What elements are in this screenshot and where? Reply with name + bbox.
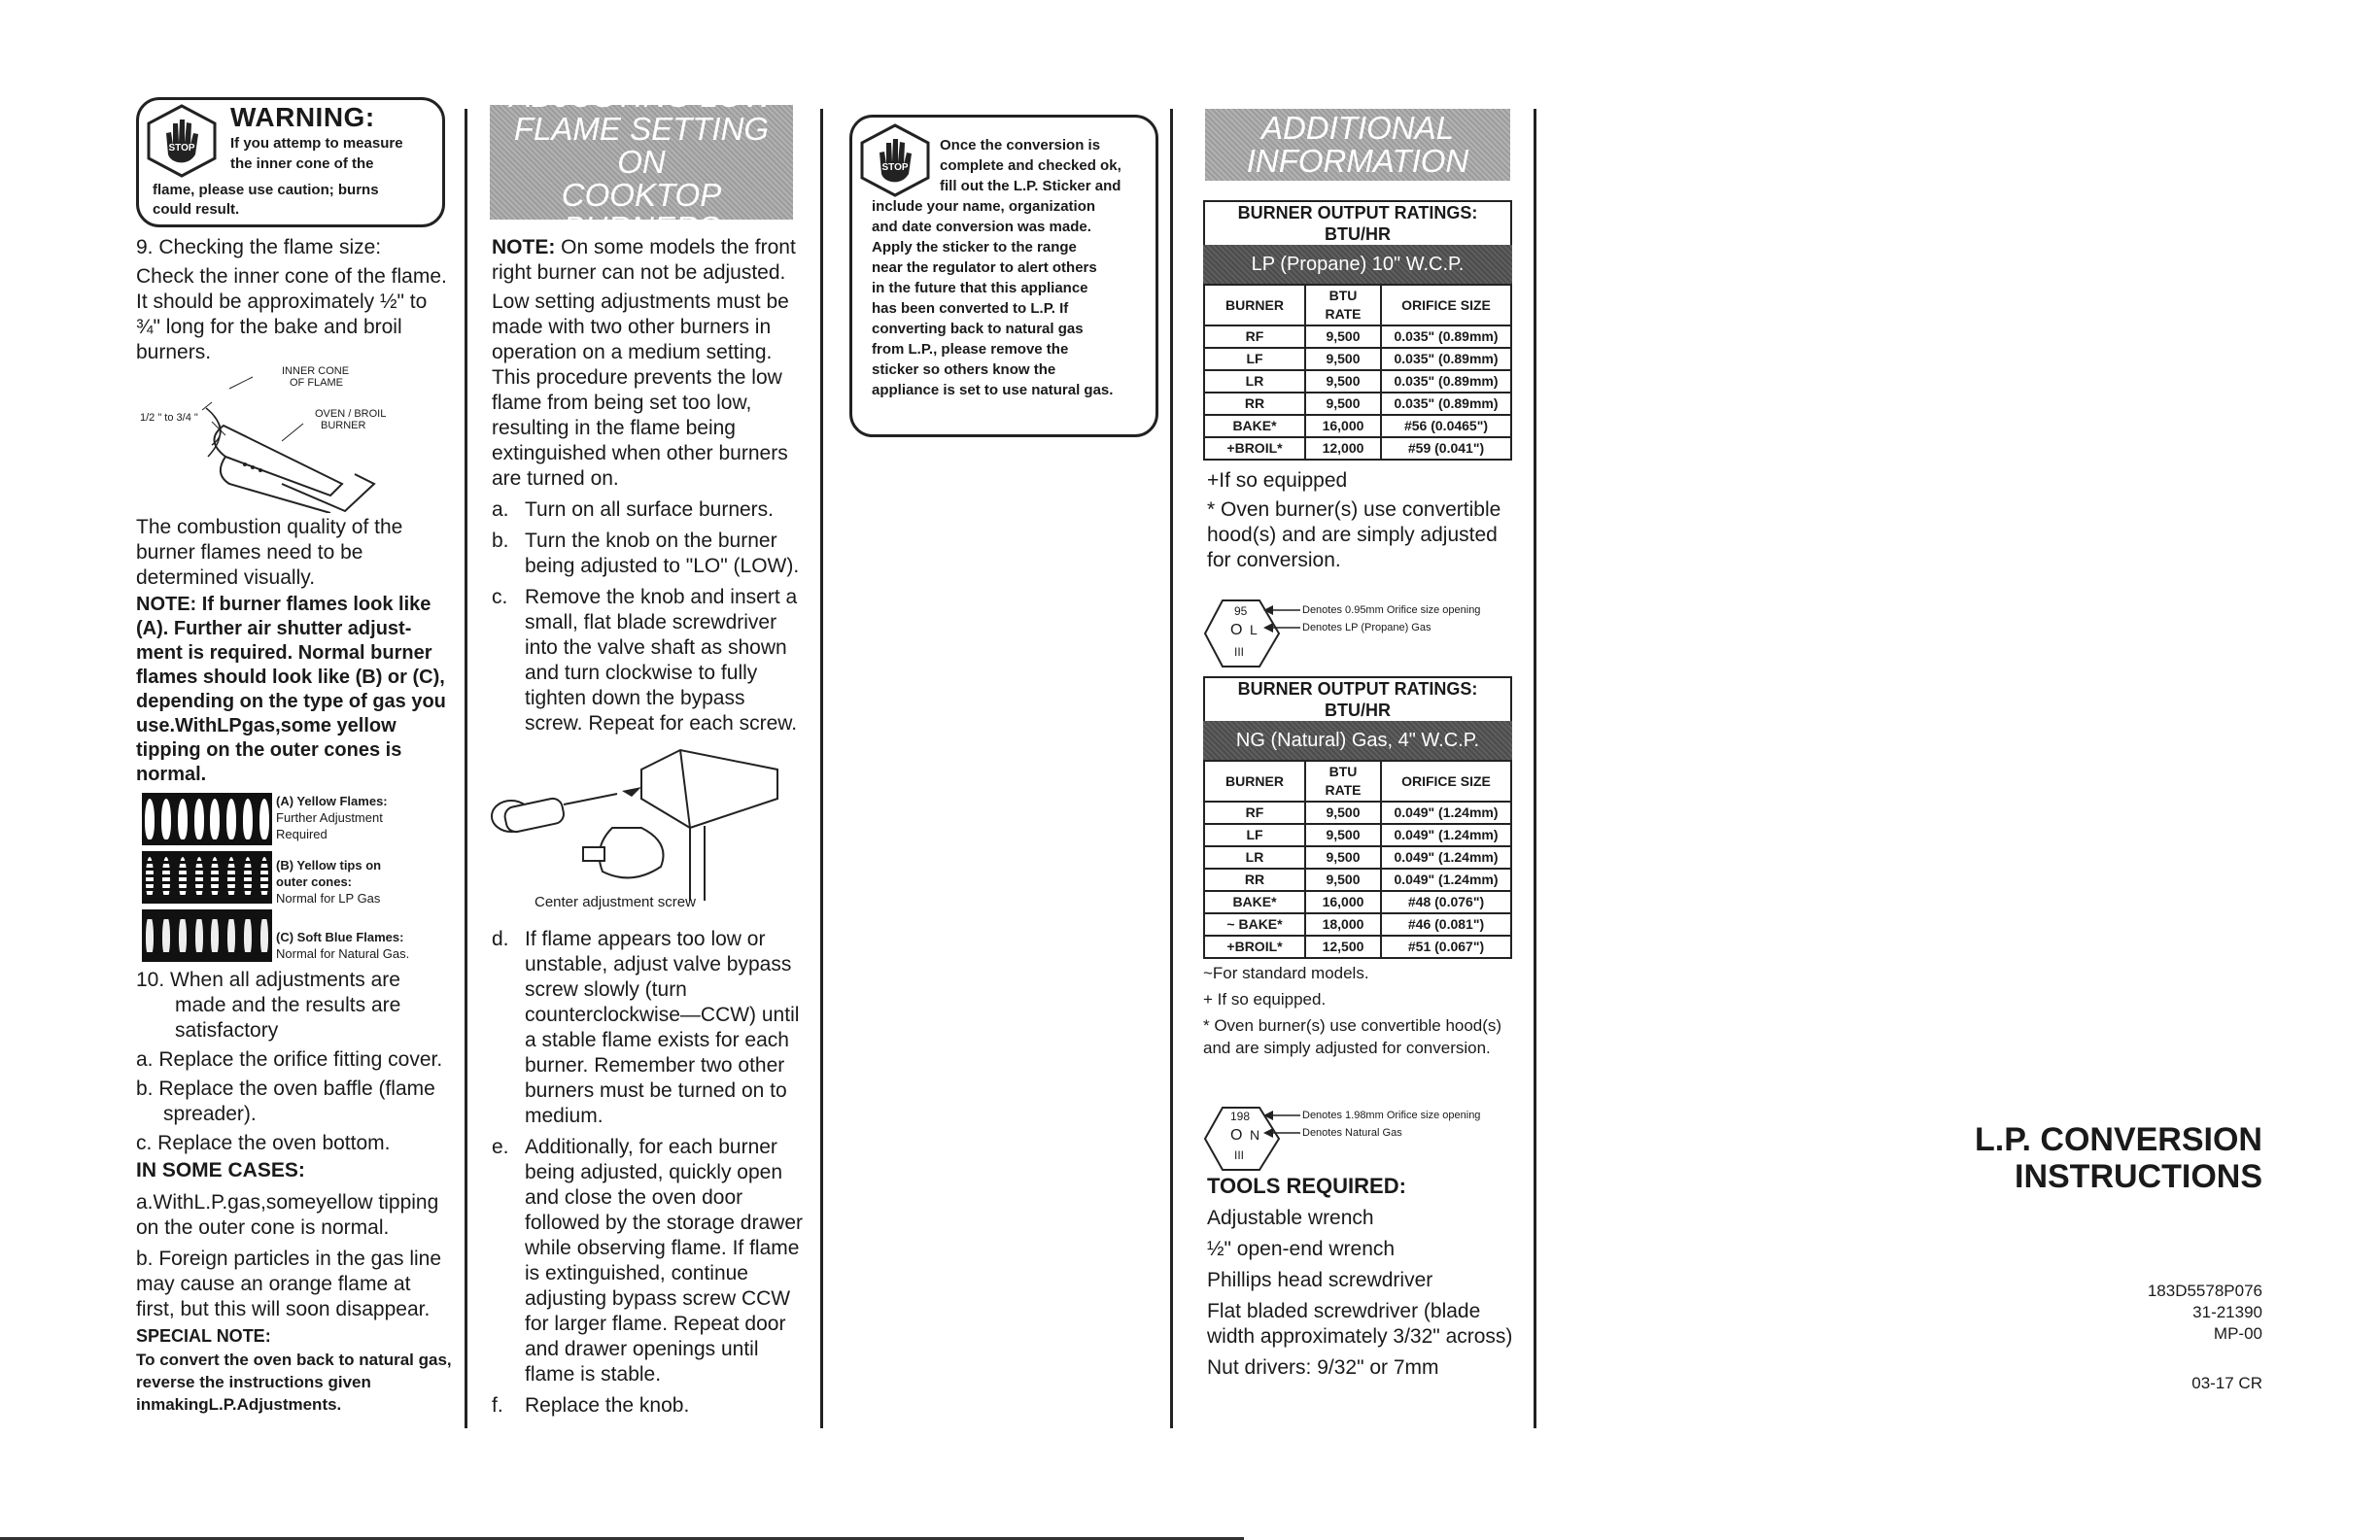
column-2 [492,235,801,742]
section-header-low-flame: ADJUSTING LOW FLAME SETTING ON COOKTOP BURNERS [490,105,793,220]
flame-size-diagram [136,367,428,513]
flame-sample-b [142,851,381,907]
column-divider [465,109,467,1428]
cover-title-line1: L.P. CONVERSION [1975,1121,2262,1158]
list-item: e. Additionally, for each burner being adjusted, quickly open and close the oven door followed by the storage drawer while observing flame. If flame is extinguished, continue adjusting bypass screw CCW for larger flame. Repeat door and drawer openings until flame is stable. [492,1136,803,1386]
table-row: RR 9,500 0.049" (1.24mm) [1204,869,1511,891]
diagram-label: INNER CONE [282,365,350,377]
table-header-row: BURNER BTU RATE ORIFICE SIZE [1204,285,1511,325]
column-divider [1170,109,1173,1428]
list-item: f. Replace the knob. [492,1394,690,1417]
step-a: a. Replace the orifice fitting cover. [136,1048,443,1071]
table-row: ~ BAKE* 18,000 #46 (0.081") [1204,913,1511,936]
svg-text:STOP: STOP [168,143,195,154]
notice-line: Apply the sticker to the range [872,239,1077,256]
revision-date: 03-17 CR [2191,1374,2262,1392]
tools-heading: TOOLS REQUIRED: [1207,1174,1406,1198]
orifice-marking-ng: 198 O N III Denotes 1.98mm Orifice size opening Denotes Natural Gas [1201,1104,1532,1174]
case-b: b. Foreign particles in the gas line may cause an orange flame at first, but this will soon disappear. [136,1248,442,1320]
combustion-text: The combustion quality of the burner flames need to be determined visually. [136,516,403,589]
table-row: LR 9,500 0.049" (1.24mm) [1204,846,1511,869]
column-2-lower [492,927,803,1424]
note-flames: NOTE: If burner flames look like (A). Further air shutter adjust-ment is required. Normal burner flames should look like (B) or (C), depending on the type of gas you use.WithLPgas,some yellow tipping on the outer cones is normal. [136,594,446,785]
arrow-icon [1261,602,1300,641]
table-1-gas-band: LP (Propane) 10" W.C.P. [1203,245,1512,284]
flame-caption: (A) Yellow Flames: Further Adjustment Required [276,794,388,841]
in-some-cases-heading: IN SOME CASES: [136,1159,305,1181]
column-divider [820,109,823,1428]
notice-line: near the regulator to alert others [872,259,1097,276]
cover-title [1846,1121,2262,1195]
diagram-label: 1/2 " to 3/4 " [140,412,198,424]
table-row: RF 9,500 0.049" (1.24mm) [1204,802,1511,824]
screwdriver-figure [486,740,797,915]
tool-item: Nut drivers: 9/32" or 7mm [1207,1356,1439,1379]
warning-text: the inner cone of the [230,155,374,172]
yellow-tips-image [142,851,272,904]
part-numbers [2041,1281,2262,1345]
flame-caption: (B) Yellow tips on outer cones: Normal for LP Gas [276,858,382,906]
tool-item: Flat bladed screwdriver (blade width approximately 3/32" across) [1207,1300,1513,1348]
footnote: ~For standard models. [1203,964,1369,982]
table-2-ng-ratings [1203,760,1512,959]
table-row: BAKE* 16,000 #56 (0.0465") [1204,415,1511,437]
table-row: +BROIL* 12,500 #51 (0.067") [1204,936,1511,958]
footnote: + If so equipped. [1203,990,1327,1009]
section-header-additional-info: ADDITIONAL INFORMATION [1205,109,1510,181]
special-note-heading: SPECIAL NOTE: [136,1326,271,1346]
list-item: a. Turn on all surface burners. [492,498,775,521]
part-code: MP-00 [2213,1324,2262,1343]
diagram-label: OF FLAME [290,377,344,389]
stop-hand-icon [145,104,219,178]
footnote: * Oven burner(s) use convertible hood(s) and are simply adjusted for conversion. [1207,498,1501,571]
table-2-gas-band: NG (Natural) Gas, 4" W.C.P. [1203,721,1512,760]
step-c: c. Replace the oven bottom. [136,1132,391,1154]
figure-caption: Center adjustment screw [535,894,696,910]
stop-hand-icon [858,123,932,197]
step-9-text: Check the inner cone of the flame. It should be approximately ½" to ¾" long for the bake and broil burners. [136,265,447,363]
tool-item: Adjustable wrench [1207,1207,1374,1229]
low-setting-paragraph: Low setting adjustments must be made with two other burners in operation on a medium setting. This procedure prevents the low flame from being set too low, resulting in the flame being extinguished when other burners are turned on. [492,291,789,490]
flame-sample-a [142,793,388,845]
adjust-steps-list [492,497,801,736]
svg-text:STOP: STOP [881,162,909,173]
notice-line: sticker so others know the [872,361,1056,378]
table-1-lp-ratings [1203,284,1512,461]
part-code: 31-21390 [2192,1303,2262,1321]
table-row: BAKE* 16,000 #48 (0.076") [1204,891,1511,913]
table-header-row: BURNER BTU RATE ORIFICE SIZE [1204,761,1511,802]
cover-title-line2: INSTRUCTIONS [2015,1158,2262,1195]
table-1-title: BURNER OUTPUT RATINGS: BTU/HR [1203,200,1512,245]
valve-screwdriver-graphic [486,740,797,906]
notice-line: and date conversion was made. [872,219,1091,235]
flame-label: (B) Yellow tips on [276,858,382,873]
table-row: LF 9,500 0.049" (1.24mm) [1204,824,1511,846]
table-row: RR 9,500 0.035" (0.89mm) [1204,393,1511,415]
sticker-notice-box [849,115,1158,437]
notice-line: in the future that this appliance [872,280,1088,296]
note-paragraph: NOTE: On some models the front right burner can not be adjusted. [492,236,796,284]
warning-text: could result. [153,201,240,218]
list-item: c. Remove the knob and insert a small, flat blade screwdriver into the valve shaft as shown and turn clockwise to fully tighten down the bypass screw. Repeat for each screw. [492,586,798,735]
flame-caption: (C) Soft Blue Flames: Normal for Natural Gas. [276,930,410,961]
notice-line: converting back to natural gas [872,321,1084,337]
column-1 [136,235,447,371]
table-1-footnotes [1207,468,1518,579]
warning-title: WARNING: [230,102,375,132]
part-code: 183D5578P076 [2147,1282,2262,1300]
special-note-text: To convert the oven back to natural gas, reverse the instructions given inmakingL.P.Adjustments. [136,1351,452,1414]
table-row: LR 9,500 0.035" (0.89mm) [1204,370,1511,393]
note-label: NOTE: [492,236,556,258]
notice-line: complete and checked ok, [940,157,1121,174]
step-10: 10. When all adjustments are made and the results are satisfactory [136,969,401,1042]
notice-line: has been converted to L.P. If [872,300,1069,317]
column-divider [1534,109,1536,1428]
warning-text: flame, please use caution; burns [153,182,379,198]
list-item: b. Turn the knob on the burner being adjusted to "LO" (LOW). [492,530,800,577]
adjust-steps-list-2 [492,927,803,1419]
notice-line: fill out the L.P. Sticker and [940,178,1121,194]
arrow-icon [1261,1108,1300,1146]
flame-sample-c [142,909,409,962]
tool-item: ½" open-end wrench [1207,1238,1396,1260]
table-2-footnotes [1203,962,1524,1065]
column-1-body [136,515,447,787]
warning-box [136,97,445,227]
warning-text: If you attemp to measure [230,135,403,152]
yellow-flames-image [142,793,272,845]
footnote: * Oven burner(s) use convertible hood(s) and are simply adjusted for conversion. [1203,1016,1502,1057]
column-1-lower [136,968,452,1416]
case-a: a.WithL.P.gas,someyellow tipping on the outer cone is normal. [136,1191,439,1239]
step-b: b. Replace the oven baffle (flame spreader). [136,1078,435,1125]
notice-line: include your name, organization [872,198,1096,215]
diagram-label: BURNER [321,420,366,431]
list-item: d. If flame appears too low or unstable, adjust valve bypass screw slowly (turn counterclockwise—CCW) until a stable flame exists for each burner. Remember two other burners must be turned on to medium. [492,928,800,1127]
diagram-label: OVEN / BROIL [315,408,387,420]
flame-label: (A) Yellow Flames: [276,794,388,808]
table-2-title: BURNER OUTPUT RATINGS: BTU/HR [1203,676,1512,721]
footnote: +If so equipped [1207,469,1348,492]
notice-line: appliance is set to use natural gas. [872,382,1114,398]
notice-line: from L.P., please remove the [872,341,1069,358]
burner-diagram-graphic [136,367,428,513]
notice-line: Once the conversion is [940,137,1101,154]
step-9-title: 9. Checking the flame size: [136,236,382,258]
blue-flames-image [142,909,272,962]
table-row: +BROIL* 12,000 #59 (0.041") [1204,437,1511,460]
tools-section [1207,1174,1518,1386]
table-row: LF 9,500 0.035" (0.89mm) [1204,348,1511,370]
table-row: RF 9,500 0.035" (0.89mm) [1204,325,1511,348]
orifice-marking-lp: 95 O L III Denotes 0.95mm Orifice size opening Denotes LP (Propane) Gas [1201,597,1532,670]
tool-item: Phillips head screwdriver [1207,1269,1433,1291]
flame-label: (C) Soft Blue Flames: [276,930,404,944]
